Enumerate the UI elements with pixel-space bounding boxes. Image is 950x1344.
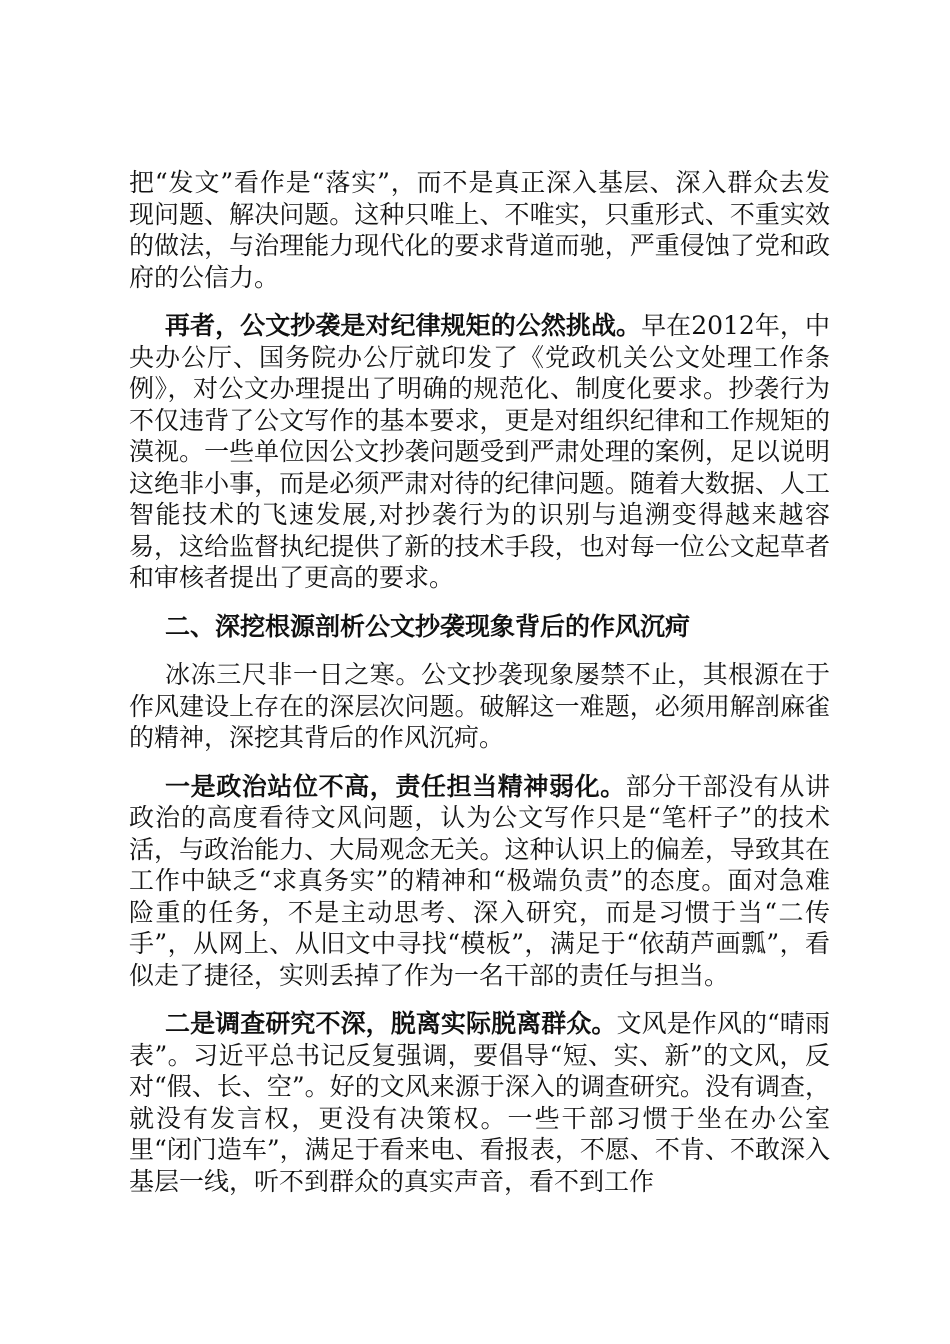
paragraph-1-text: 把“发文”看作是“落实”，而不是真正深入基层、深入群众去发现问题、解决问题。这种只唯上、不唯实，只重形式、不重实效的做法，与治理能力现代化的要求背道而驰，严重侵蚀了党和政府的公信力。 [129,168,830,292]
paragraph-4-lead: 一是政治站位不高，责任担当精神弱化。 [165,771,626,801]
paragraph-5 [129,1008,830,1197]
paragraph-3 [129,659,830,754]
paragraph-2-text: 早在2012年，中央办公厅、国务院办公厅就印发了《党政机关公文处理工作条例》，对公文办理提出了明确的规范化、制度化要求。抄袭行为不仅违背了公文写作的基本要求，更是对组织纪律和工作规矩的漠视。一些单位因公文抄袭问题受到严肃处理的案例，足以说明这绝非小事，而是必须严肃对待的纪律问题。随着大数据、人工智能技术的飞速发展,对抄袭行为的识别与追溯变得越来越容易，这给监督执纪提供了新的技术手段，也对每一位公文起草者和审核者提出了更高的要求。 [129,311,830,592]
paragraph-5-lead: 二是调查研究不深，脱离实际脱离群众。 [165,1009,617,1038]
section-heading-2-text: 二、深挖根源剖析公文抄袭现象背后的作风沉疴 [165,611,691,641]
paragraph-2 [129,310,830,594]
paragraph-1 [129,167,830,293]
paragraph-5-text: 文风是作风的“晴雨表”。习近平总书记反复强调，要倡导“短、实、新”的文风，反对“假、长、空”。好的文风来源于深入的调查研究。没有调查，就没有发言权，更没有决策权。一些干部习惯于坐在办公室里“闭门造车”，满足于看来电、看报表，不愿、不肯、不敢深入基层一线，听不到群众的真实声音，看不到工作 [129,1009,830,1196]
document-page [129,167,830,1214]
paragraph-3-text: 冰冻三尺非一日之寒。公文抄袭现象屡禁不止，其根源在于作风建设上存在的深层次问题。破解这一难题，必须用解剖麻雀的精神，深挖其背后的作风沉疴。 [129,660,830,752]
paragraph-2-lead: 再者，公文抄袭是对纪律规矩的公然挑战。 [165,311,642,340]
section-heading-2 [129,611,830,643]
paragraph-4 [129,771,830,992]
paragraph-4-text: 部分干部没有从讲政治的高度看待文风问题，认为公文写作只是“笔杆子”的技术活，与政治能力、大局观念无关。这种认识上的偏差，导致其在工作中缺乏“求真务实”的精神和“极端负责”的态度。面对急难险重的任务，不是主动思考、深入研究，而是习惯于当“二传手”，从网上、从旧文中寻找“模板”，满足于“依葫芦画瓢”，看似走了捷径，实则丢掉了作为一名干部的责任与担当。 [129,771,830,990]
